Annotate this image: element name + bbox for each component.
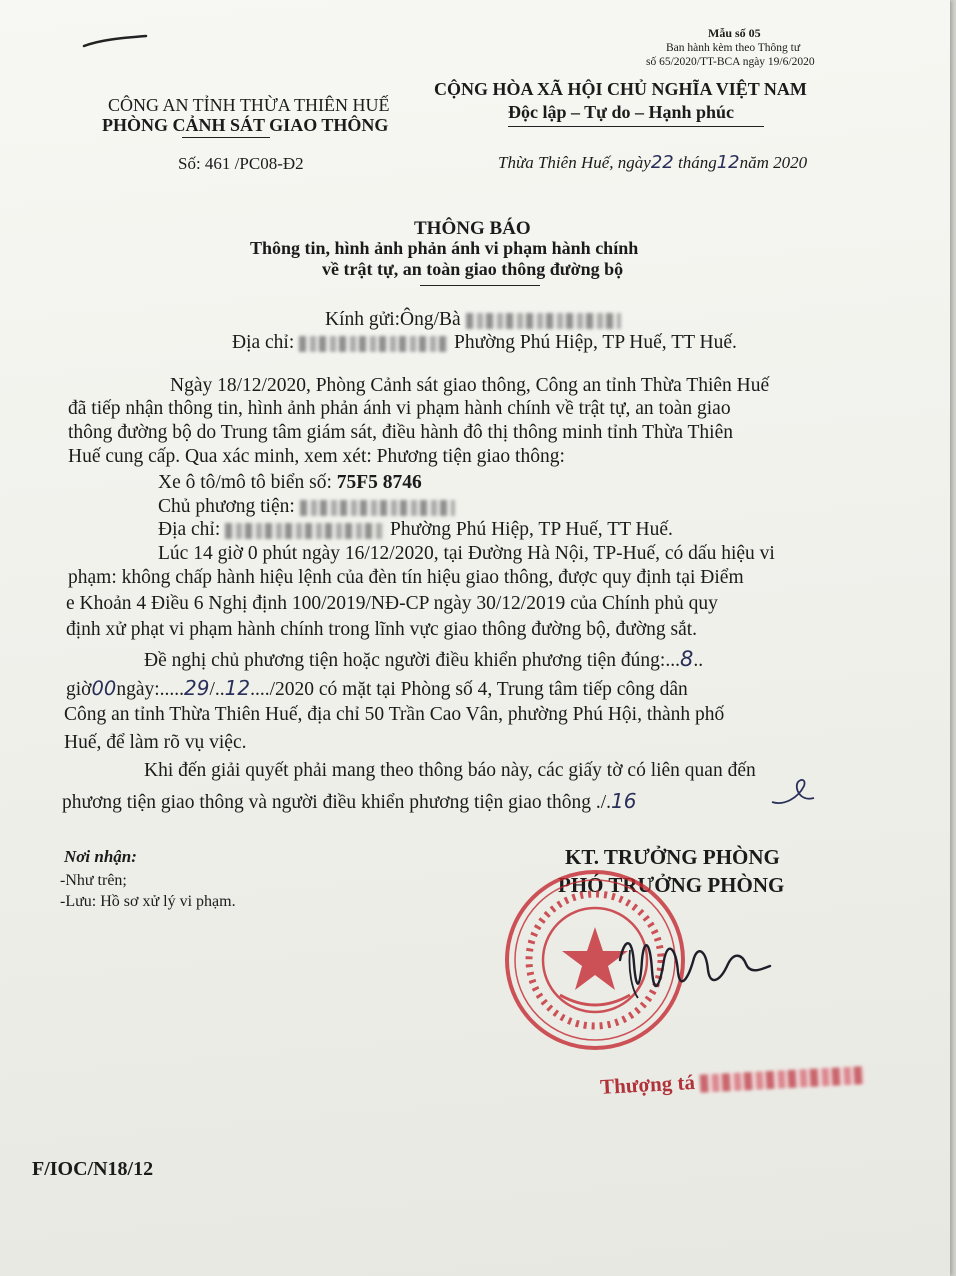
body-p2-line-3: e Khoản 4 Điều 6 Nghị định 100/2019/NĐ-CP ngày 30/12/2019 của Chính phủ quy (66, 593, 718, 614)
recipient-item-1: -Như trên; (60, 872, 127, 889)
signer-title-1: KT. TRƯỞNG PHÒNG (565, 845, 780, 869)
document-title: THÔNG BÁO (414, 218, 531, 239)
country-name: CỘNG HÒA XÃ HỘI CHỦ NGHĨA VIỆT NAM (434, 79, 807, 99)
owner-address-line (158, 519, 673, 541)
handwritten-signature (610, 920, 780, 1010)
date-prefix: Thừa Thiên Huế, ngày (498, 153, 651, 172)
form-issued-line-1: Ban hành kèm theo Thông tư (666, 42, 801, 54)
owner-address-tail: Phường Phú Hiệp, TP Huế, TT Huế. (390, 519, 673, 540)
body-p1-line-4: Huế cung cấp. Qua xác minh, xem xét: Phương tiện giao thông: (68, 446, 565, 467)
recipient-address-line (232, 332, 737, 354)
body-p2-line-1: Lúc 14 giờ 0 phút ngày 16/12/2020, tại Đường Hà Nội, TP-Huế, có dấu hiệu vi (158, 543, 775, 564)
date-year: năm 2020 (739, 153, 808, 172)
body-p1-line-1: Ngày 18/12/2020, Phòng Cảnh sát giao thông, Công an tỉnh Thừa Thiên Huế (170, 375, 770, 396)
body-p3-line-3: Công an tỉnh Thừa Thiên Huế, địa chỉ 50 Trần Cao Vân, phường Phú Hội, thành phố (64, 704, 725, 725)
owner-address-label: Địa chỉ: (158, 519, 221, 540)
p3-text-location: ..../2020 có mặt tại Phòng số 4, Trung tâm tiếp công dân (250, 679, 688, 700)
recipient-item-2: -Lưu: Hồ sơ xử lý vi phạm. (60, 893, 236, 910)
appointment-minute-handwritten: 00 (91, 677, 117, 700)
body-p2-line-4: định xử phạt vi phạm hành chính trong lĩnh vực giao thông đường bộ, đường sắt. (66, 619, 698, 640)
signer-rank: Thượng tá (599, 1069, 696, 1099)
recipients-label: Nơi nhận: (64, 847, 137, 866)
form-code: F/IOC/N18/12 (32, 1158, 154, 1180)
body-p4-line-1: Khi đến giải quyết phải mang theo thông báo này, các giấy tờ có liên quan đến (144, 760, 756, 781)
signer-title-2: PHÓ TRƯỞNG PHÒNG (558, 873, 785, 897)
p3-text-day-label: ngày:..... (116, 679, 185, 700)
agency-underline (182, 137, 270, 138)
handwritten-end-mark: 16 (611, 789, 637, 813)
redacted-owner-name (300, 500, 455, 516)
recipient-address-label: Địa chỉ: (232, 332, 295, 353)
appointment-day-handwritten: 29 (184, 676, 210, 700)
date-day-handwritten: 22 (650, 152, 674, 173)
issue-date (498, 152, 807, 173)
owner-label: Chủ phương tiện: (158, 496, 295, 517)
p3-text-1: Đề nghị chủ phương tiện hoặc người điều khiển phương tiện đúng:... (144, 650, 680, 671)
p3-text-sep: /.. (209, 679, 225, 700)
date-month-handwritten: 12 (716, 152, 740, 173)
vehicle-owner-line (158, 496, 455, 518)
agency-department: PHÒNG CẢNH SÁT GIAO THÔNG (102, 115, 389, 135)
body-p3-line-1: Đề nghị chủ phương tiện hoặc người điều khiển phương tiện đúng:...8.. (144, 647, 704, 671)
recipient-address-tail: Phường Phú Hiệp, TP Huế, TT Huế. (454, 332, 737, 353)
handwritten-flourish (768, 776, 818, 812)
plate-number: 75F5 8746 (336, 472, 422, 493)
recipient-line (325, 309, 621, 331)
body-p3-line-2 (66, 676, 688, 701)
form-issued-line-2: số 65/2020/TT-BCA ngày 19/6/2020 (646, 56, 815, 68)
p3-text-hour-label: giờ (66, 679, 92, 700)
title-underline (420, 285, 540, 286)
agency-name: CÔNG AN TỈNH THỪA THIÊN HUẾ (108, 95, 390, 115)
vehicle-plate-line (158, 472, 422, 494)
p4-text: phương tiện giao thông và người điều khiển phương tiện giao thông ./. (62, 792, 611, 813)
document-subtitle-1: Thông tin, hình ảnh phản ánh vi phạm hành chính (250, 238, 639, 258)
signer-rank-line (600, 1061, 866, 1100)
body-p4-line-2 (62, 789, 636, 814)
form-number: Mẫu số 05 (708, 26, 761, 40)
pen-stroke-mark (80, 30, 150, 54)
appointment-month-handwritten: 12 (224, 676, 251, 700)
body-p2-line-2: phạm: không chấp hành hiệu lệnh của đèn tín hiệu giao thông, được quy định tại Điểm (68, 567, 744, 588)
appointment-hour-handwritten: 8 (679, 647, 694, 671)
date-month-label: tháng (677, 153, 717, 172)
body-p1-line-3: thông đường bộ do Trung tâm giám sát, điều hành đô thị thông minh tỉnh Thừa Thiên (68, 422, 733, 443)
redacted-recipient-address (299, 336, 449, 352)
body-p1-line-2: đã tiếp nhận thông tin, hình ảnh phản ánh vi phạm hành chính về trật tự, an toàn giao (68, 398, 731, 419)
redacted-owner-address (225, 523, 385, 539)
recipient-greeting: Kính gửi:Ông/Bà (325, 309, 461, 330)
body-p3-line-4: Huế, để làm rõ vụ việc. (64, 732, 247, 753)
national-motto: Độc lập – Tự do – Hạnh phúc (508, 102, 735, 122)
redacted-signer-name (700, 1066, 866, 1093)
document-subtitle-2: về trật tự, an toàn giao thông đường bộ (322, 259, 624, 279)
plate-label: Xe ô tô/mô tô biển số: (158, 472, 332, 493)
redacted-recipient-name (466, 313, 621, 329)
document-number: Số: 461 /PC08-Đ2 (178, 154, 304, 173)
motto-underline (508, 126, 764, 127)
